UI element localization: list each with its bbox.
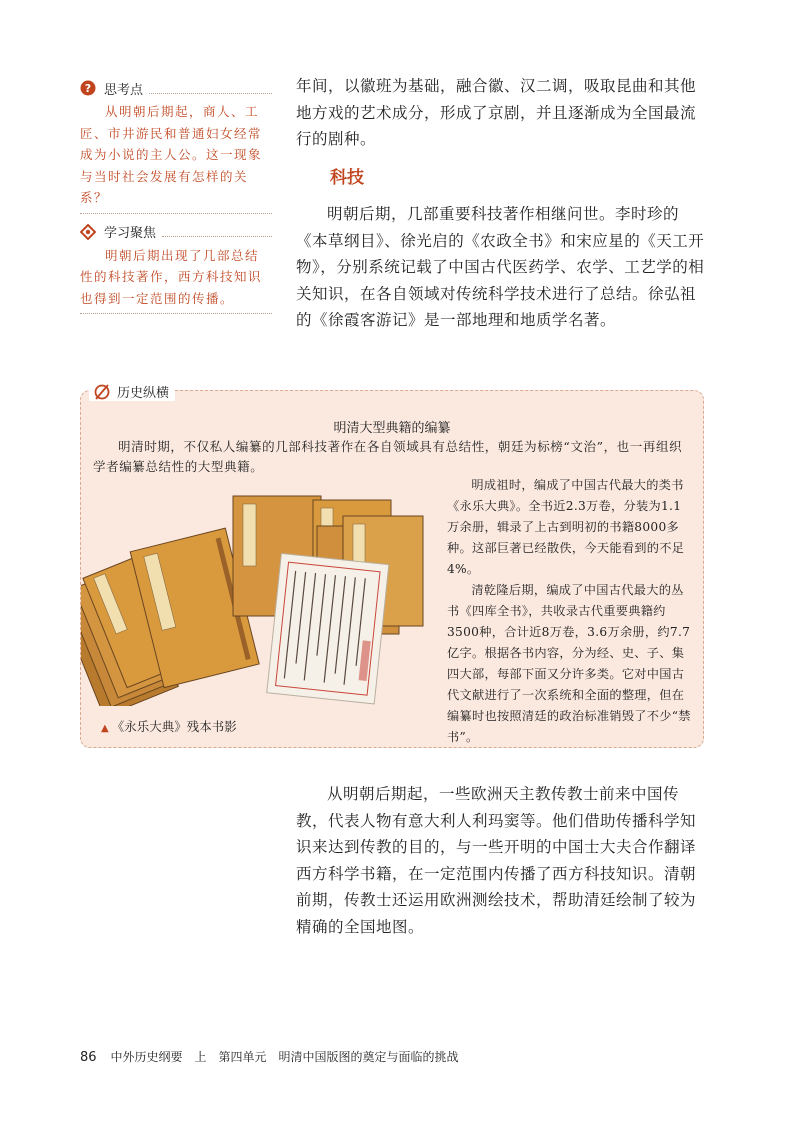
triangle-marker-icon: ▲ <box>101 723 109 734</box>
paragraph-missionary: 从明朝后期起，一些欧洲天主教传教士前来中国传教，代表人物有意大利人利玛窦等。他们借助传播科学知识来达到传教的目的，与一些开明的中国士大夫合作翻译西方科学书籍，在一定范围内传播了西方科技知识。清朝前期，传教士还运用欧洲测绘技术，帮助清廷绘制了较为精确的全国地图。 <box>296 785 697 936</box>
compass-swirl-icon <box>93 383 111 401</box>
svg-text:?: ? <box>84 82 92 95</box>
footer-text: 中外历史纲要 上 第四单元 明清中国版图的奠定与面临的挑战 <box>110 1050 459 1064</box>
page-footer <box>80 1048 459 1065</box>
main-column-upper <box>296 73 706 334</box>
box-title: 明清大型典籍的编纂 <box>333 421 451 436</box>
caption-text: 《永乐大典》残本书影 <box>111 719 237 734</box>
divider <box>149 83 272 94</box>
study-focus-header <box>80 222 272 242</box>
divider <box>162 226 272 237</box>
box-right-text <box>447 475 693 748</box>
box-paragraph-siku: 清乾隆后期，编成了中国古代最大的丛书《四库全书》，共收录古代重要典籍约3500种，合计近8万卷，3.6万余册，约7.7亿字。根据各书内容，分为经、史、子、集四大部，每部下面又分许多类。它对中国古代文献进行了一次系统和全面的整理，但在编纂时也按照清廷的政治标准销毁了不少“禁书”。 <box>447 583 691 744</box>
page-number: 86 <box>80 1050 97 1065</box>
think-point-header <box>80 78 272 98</box>
divider <box>80 213 272 214</box>
think-point-text: 从明朝后期起，商人、工匠、市井游民和普通妇女经常成为小说的主人公。这一现象与当时社会发展有怎样的关系？ <box>80 104 263 205</box>
paragraph-tech: 明朝后期，几部重要科技著作相继问世。李时珍的《本草纲目》、徐光启的《农政全书》和宋应星的《天工开物》，分别系统记载了中国古代医药学、农学、工艺学的相关知识，在各自领域对传统科学技术进行了总结。徐弘祖的《徐霞客游记》是一部地理和地质学名著。 <box>296 205 705 329</box>
book-stack-left <box>81 528 259 706</box>
box-intro: 明清时期，不仅私人编纂的几部科技著作在各自领域具有总结性，朝廷为标榜“文治”，也一再组织学者编纂总结性的大型典籍。 <box>93 439 683 474</box>
history-box-header <box>89 382 175 401</box>
main-column-lower <box>296 781 706 940</box>
divider <box>80 313 272 314</box>
history-feature-box <box>80 386 704 748</box>
paragraph-opera: 年间，以徽班为基础，融合徽、汉二调，吸取昆曲和其他地方戏的艺术成分，形成了京剧，并且逐渐成为全国最流行的剧种。 <box>296 77 697 148</box>
open-book-page <box>267 553 389 704</box>
box-paragraph-yongle: 明成祖时，编成了中国古代最大的类书《永乐大典》。全书近2.3万卷，分装为1.1万余册，辑录了上古到明初的书籍8000多种。这部巨著已经散佚，今天能看到的不足4%。 <box>447 478 685 576</box>
question-circle-icon <box>80 80 96 96</box>
history-box-label: 历史纵横 <box>117 386 170 401</box>
yongle-dadian-photo <box>81 486 443 706</box>
study-focus-title: 学习聚焦 <box>104 226 157 241</box>
study-focus-text: 明朝后期出现了几部总结性的科技著作，西方科技知识也得到一定范围的传播。 <box>80 247 263 306</box>
photo-caption <box>101 717 237 735</box>
think-point-title: 思考点 <box>104 82 144 98</box>
sidebar <box>80 78 272 322</box>
focus-diamond-icon <box>80 224 96 240</box>
section-title-tech: 科技 <box>330 167 364 188</box>
